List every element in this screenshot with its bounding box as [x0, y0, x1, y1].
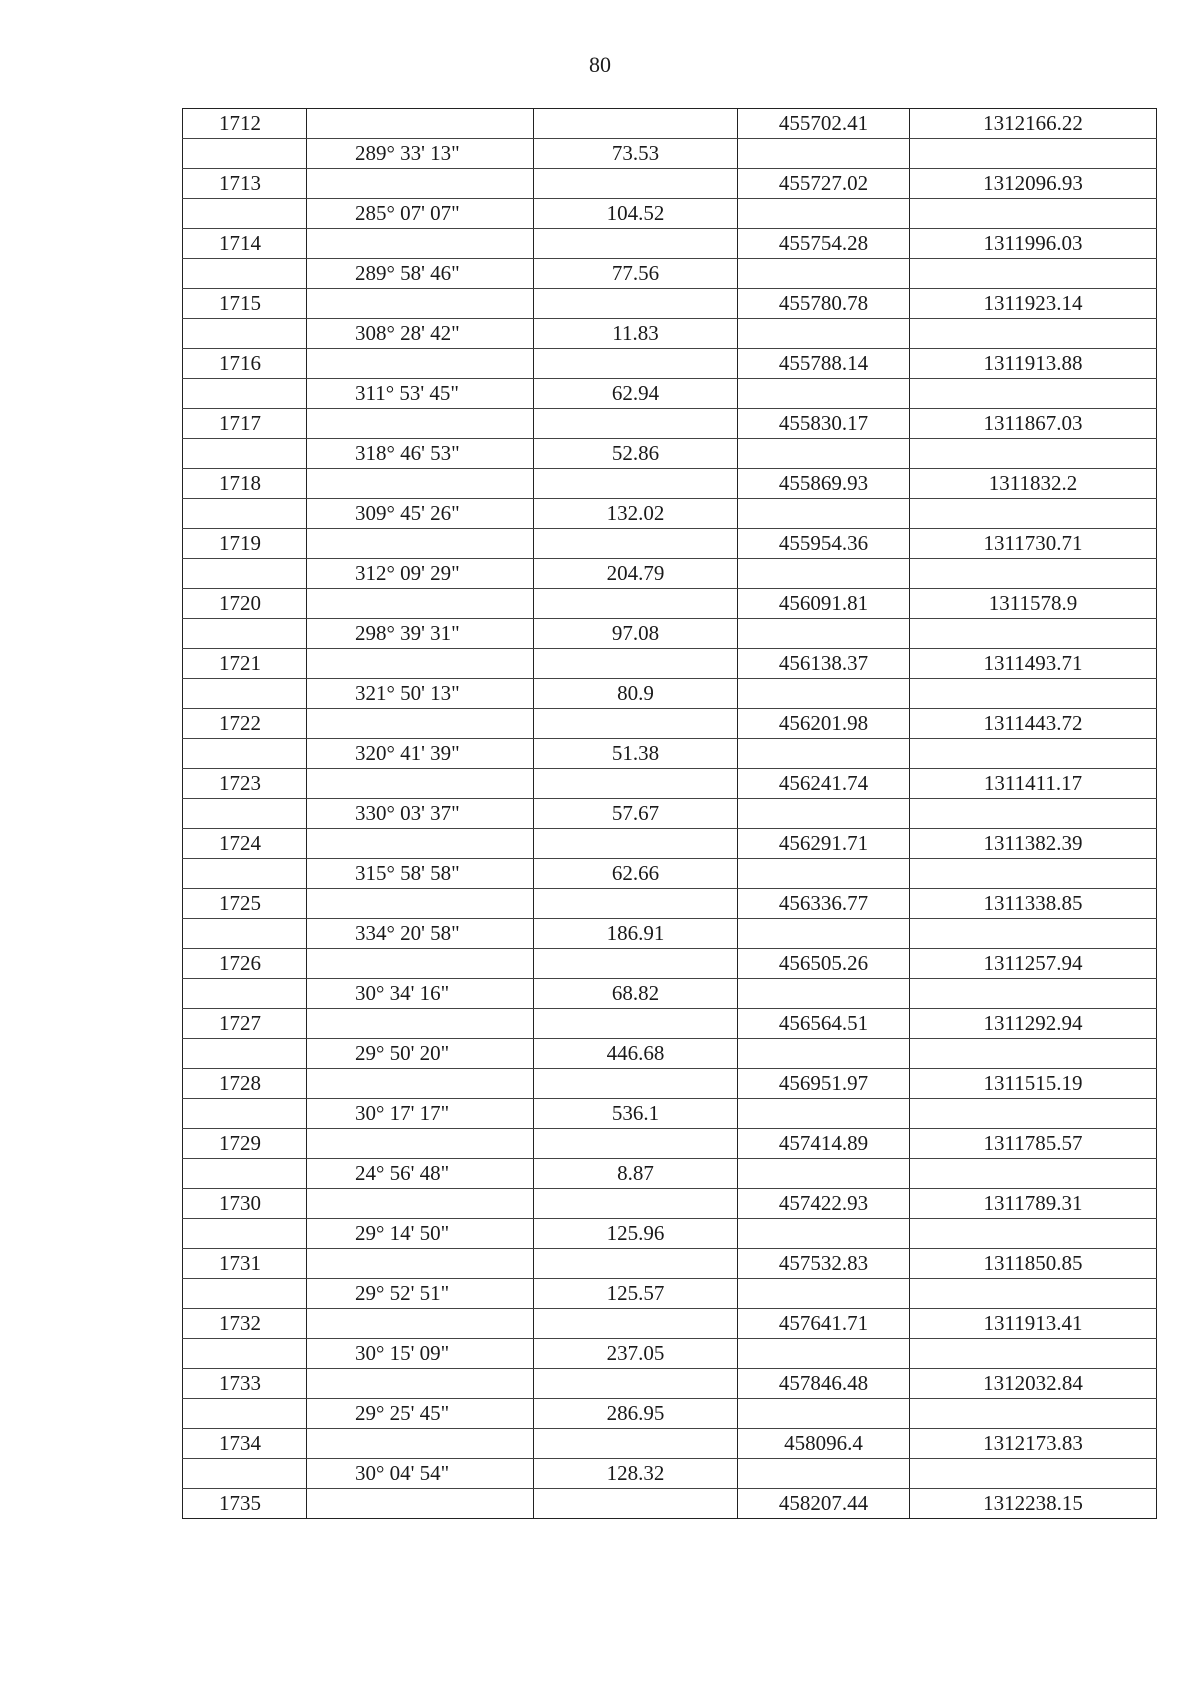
distance-cell	[534, 469, 738, 499]
station-cell: 1713	[183, 169, 307, 199]
leg-row	[183, 739, 1157, 769]
distance-cell: 52.86	[534, 439, 738, 469]
bearing-cell	[307, 1309, 534, 1339]
easting-cell: 455830.17	[738, 409, 910, 439]
northing-cell: 1311515.19	[910, 1069, 1157, 1099]
bearing-cell	[307, 1369, 534, 1399]
leg-row	[183, 439, 1157, 469]
station-cell	[183, 1099, 307, 1129]
station-row	[183, 649, 1157, 679]
leg-row	[183, 1159, 1157, 1189]
distance-cell: 104.52	[534, 199, 738, 229]
bearing-cell: 30° 34' 16"	[307, 979, 534, 1009]
bearing-cell: 29° 50' 20"	[307, 1039, 534, 1069]
bearing-cell: 298° 39' 31"	[307, 619, 534, 649]
station-cell	[183, 1279, 307, 1309]
northing-cell	[910, 979, 1157, 1009]
station-row	[183, 289, 1157, 319]
bearing-cell	[307, 709, 534, 739]
easting-cell: 456291.71	[738, 829, 910, 859]
northing-cell	[910, 739, 1157, 769]
bearing-cell	[307, 1069, 534, 1099]
easting-cell: 455954.36	[738, 529, 910, 559]
distance-cell	[534, 949, 738, 979]
station-cell	[183, 379, 307, 409]
distance-cell: 97.08	[534, 619, 738, 649]
northing-cell	[910, 439, 1157, 469]
station-cell: 1729	[183, 1129, 307, 1159]
northing-cell: 1311411.17	[910, 769, 1157, 799]
bearing-cell: 30° 04' 54"	[307, 1459, 534, 1489]
distance-cell	[534, 1069, 738, 1099]
distance-cell	[534, 769, 738, 799]
bearing-cell	[307, 289, 534, 319]
bearing-cell: 289° 58' 46"	[307, 259, 534, 289]
leg-row	[183, 619, 1157, 649]
station-cell: 1721	[183, 649, 307, 679]
station-cell: 1712	[183, 109, 307, 139]
northing-cell: 1311850.85	[910, 1249, 1157, 1279]
easting-cell: 457846.48	[738, 1369, 910, 1399]
station-cell	[183, 259, 307, 289]
easting-cell: 457641.71	[738, 1309, 910, 1339]
bearing-cell	[307, 409, 534, 439]
survey-table-body	[183, 109, 1157, 1519]
station-cell	[183, 919, 307, 949]
northing-cell	[910, 319, 1157, 349]
northing-cell	[910, 679, 1157, 709]
easting-cell	[738, 1099, 910, 1129]
northing-cell: 1311789.31	[910, 1189, 1157, 1219]
distance-cell	[534, 889, 738, 919]
distance-cell: 128.32	[534, 1459, 738, 1489]
easting-cell: 456951.97	[738, 1069, 910, 1099]
distance-cell: 125.96	[534, 1219, 738, 1249]
station-cell	[183, 319, 307, 349]
station-cell: 1730	[183, 1189, 307, 1219]
survey-table	[182, 108, 1157, 1519]
station-cell: 1723	[183, 769, 307, 799]
bearing-cell: 334° 20' 58"	[307, 919, 534, 949]
distance-cell	[534, 349, 738, 379]
distance-cell: 204.79	[534, 559, 738, 589]
leg-row	[183, 919, 1157, 949]
northing-cell	[910, 139, 1157, 169]
northing-cell: 1312173.83	[910, 1429, 1157, 1459]
easting-cell	[738, 919, 910, 949]
leg-row	[183, 1099, 1157, 1129]
easting-cell: 455780.78	[738, 289, 910, 319]
northing-cell: 1311730.71	[910, 529, 1157, 559]
bearing-cell	[307, 1189, 534, 1219]
northing-cell	[910, 919, 1157, 949]
leg-row	[183, 799, 1157, 829]
northing-cell: 1311443.72	[910, 709, 1157, 739]
bearing-cell	[307, 1489, 534, 1519]
northing-cell: 1311785.57	[910, 1129, 1157, 1159]
station-row	[183, 409, 1157, 439]
station-row	[183, 1369, 1157, 1399]
leg-row	[183, 1279, 1157, 1309]
station-cell: 1734	[183, 1429, 307, 1459]
leg-row	[183, 499, 1157, 529]
bearing-cell: 320° 41' 39"	[307, 739, 534, 769]
station-row	[183, 169, 1157, 199]
northing-cell	[910, 859, 1157, 889]
station-row	[183, 229, 1157, 259]
distance-cell	[534, 649, 738, 679]
easting-cell: 458207.44	[738, 1489, 910, 1519]
northing-cell	[910, 1279, 1157, 1309]
northing-cell: 1311867.03	[910, 409, 1157, 439]
easting-cell: 457414.89	[738, 1129, 910, 1159]
northing-cell	[910, 1219, 1157, 1249]
bearing-cell: 29° 14' 50"	[307, 1219, 534, 1249]
distance-cell: 8.87	[534, 1159, 738, 1189]
easting-cell	[738, 739, 910, 769]
leg-row	[183, 979, 1157, 1009]
easting-cell	[738, 619, 910, 649]
distance-cell	[534, 289, 738, 319]
bearing-cell: 30° 17' 17"	[307, 1099, 534, 1129]
northing-cell	[910, 1099, 1157, 1129]
station-cell	[183, 499, 307, 529]
northing-cell: 1311923.14	[910, 289, 1157, 319]
bearing-cell	[307, 889, 534, 919]
station-row	[183, 1009, 1157, 1039]
northing-cell: 1311292.94	[910, 1009, 1157, 1039]
bearing-cell: 312° 09' 29"	[307, 559, 534, 589]
leg-row	[183, 259, 1157, 289]
northing-cell: 1311996.03	[910, 229, 1157, 259]
station-cell	[183, 859, 307, 889]
bearing-cell: 321° 50' 13"	[307, 679, 534, 709]
bearing-cell: 330° 03' 37"	[307, 799, 534, 829]
northing-cell	[910, 619, 1157, 649]
northing-cell	[910, 1459, 1157, 1489]
easting-cell: 456138.37	[738, 649, 910, 679]
leg-row	[183, 139, 1157, 169]
easting-cell: 455702.41	[738, 109, 910, 139]
bearing-cell	[307, 1429, 534, 1459]
easting-cell	[738, 319, 910, 349]
distance-cell	[534, 1249, 738, 1279]
easting-cell	[738, 1399, 910, 1429]
easting-cell	[738, 499, 910, 529]
easting-cell	[738, 139, 910, 169]
easting-cell	[738, 439, 910, 469]
distance-cell	[534, 1189, 738, 1219]
easting-cell: 456336.77	[738, 889, 910, 919]
station-row	[183, 589, 1157, 619]
leg-row	[183, 1399, 1157, 1429]
distance-cell: 68.82	[534, 979, 738, 1009]
station-cell	[183, 439, 307, 469]
northing-cell	[910, 499, 1157, 529]
leg-row	[183, 1459, 1157, 1489]
station-row	[183, 889, 1157, 919]
easting-cell	[738, 199, 910, 229]
distance-cell	[534, 529, 738, 559]
easting-cell: 457532.83	[738, 1249, 910, 1279]
leg-row	[183, 199, 1157, 229]
station-cell: 1725	[183, 889, 307, 919]
distance-cell: 80.9	[534, 679, 738, 709]
easting-cell	[738, 679, 910, 709]
station-cell	[183, 979, 307, 1009]
station-cell: 1719	[183, 529, 307, 559]
bearing-cell: 318° 46' 53"	[307, 439, 534, 469]
station-cell: 1715	[183, 289, 307, 319]
easting-cell	[738, 1339, 910, 1369]
distance-cell	[534, 1369, 738, 1399]
easting-cell: 457422.93	[738, 1189, 910, 1219]
easting-cell	[738, 799, 910, 829]
northing-cell	[910, 259, 1157, 289]
northing-cell: 1311338.85	[910, 889, 1157, 919]
station-row	[183, 1429, 1157, 1459]
easting-cell	[738, 979, 910, 1009]
station-cell	[183, 739, 307, 769]
easting-cell	[738, 1459, 910, 1489]
station-row	[183, 469, 1157, 499]
distance-cell: 237.05	[534, 1339, 738, 1369]
station-cell: 1727	[183, 1009, 307, 1039]
leg-row	[183, 319, 1157, 349]
bearing-cell	[307, 349, 534, 379]
distance-cell: 73.53	[534, 139, 738, 169]
distance-cell: 62.66	[534, 859, 738, 889]
station-cell	[183, 799, 307, 829]
northing-cell: 1311382.39	[910, 829, 1157, 859]
bearing-cell	[307, 1129, 534, 1159]
easting-cell	[738, 1039, 910, 1069]
easting-cell	[738, 379, 910, 409]
station-row	[183, 1489, 1157, 1519]
station-cell	[183, 559, 307, 589]
bearing-cell	[307, 529, 534, 559]
distance-cell	[534, 169, 738, 199]
bearing-cell	[307, 109, 534, 139]
bearing-cell	[307, 1009, 534, 1039]
station-cell	[183, 619, 307, 649]
northing-cell	[910, 1339, 1157, 1369]
station-cell	[183, 139, 307, 169]
easting-cell: 455727.02	[738, 169, 910, 199]
leg-row	[183, 859, 1157, 889]
leg-row	[183, 1219, 1157, 1249]
station-cell	[183, 199, 307, 229]
northing-cell: 1311578.9	[910, 589, 1157, 619]
easting-cell: 456564.51	[738, 1009, 910, 1039]
northing-cell	[910, 1159, 1157, 1189]
northing-cell: 1311832.2	[910, 469, 1157, 499]
distance-cell	[534, 1429, 738, 1459]
easting-cell	[738, 859, 910, 889]
distance-cell: 286.95	[534, 1399, 738, 1429]
easting-cell: 456201.98	[738, 709, 910, 739]
station-cell: 1724	[183, 829, 307, 859]
northing-cell: 1311493.71	[910, 649, 1157, 679]
easting-cell: 456241.74	[738, 769, 910, 799]
distance-cell: 536.1	[534, 1099, 738, 1129]
leg-row	[183, 379, 1157, 409]
station-row	[183, 709, 1157, 739]
distance-cell	[534, 589, 738, 619]
northing-cell: 1312096.93	[910, 169, 1157, 199]
easting-cell: 456091.81	[738, 589, 910, 619]
page-number: 80	[589, 52, 611, 77]
bearing-cell	[307, 469, 534, 499]
easting-cell	[738, 1219, 910, 1249]
easting-cell: 456505.26	[738, 949, 910, 979]
easting-cell	[738, 259, 910, 289]
station-cell: 1718	[183, 469, 307, 499]
station-row	[183, 529, 1157, 559]
northing-cell: 1311257.94	[910, 949, 1157, 979]
station-cell: 1731	[183, 1249, 307, 1279]
distance-cell	[534, 1489, 738, 1519]
easting-cell	[738, 1159, 910, 1189]
bearing-cell	[307, 949, 534, 979]
northing-cell	[910, 199, 1157, 229]
station-cell	[183, 1459, 307, 1489]
distance-cell	[534, 1009, 738, 1039]
bearing-cell: 315° 58' 58"	[307, 859, 534, 889]
leg-row	[183, 1039, 1157, 1069]
station-row	[183, 769, 1157, 799]
easting-cell: 455869.93	[738, 469, 910, 499]
leg-row	[183, 679, 1157, 709]
station-row	[183, 1069, 1157, 1099]
bearing-cell: 24° 56' 48"	[307, 1159, 534, 1189]
station-row	[183, 829, 1157, 859]
station-row	[183, 1129, 1157, 1159]
northing-cell: 1312032.84	[910, 1369, 1157, 1399]
bearing-cell: 29° 52' 51"	[307, 1279, 534, 1309]
northing-cell	[910, 799, 1157, 829]
bearing-cell	[307, 649, 534, 679]
station-row	[183, 1189, 1157, 1219]
bearing-cell	[307, 769, 534, 799]
easting-cell	[738, 559, 910, 589]
bearing-cell: 308° 28' 42"	[307, 319, 534, 349]
station-row	[183, 349, 1157, 379]
northing-cell: 1311913.41	[910, 1309, 1157, 1339]
northing-cell: 1311913.88	[910, 349, 1157, 379]
leg-row	[183, 559, 1157, 589]
distance-cell: 51.38	[534, 739, 738, 769]
distance-cell	[534, 409, 738, 439]
distance-cell: 186.91	[534, 919, 738, 949]
distance-cell: 57.67	[534, 799, 738, 829]
station-cell	[183, 679, 307, 709]
bearing-cell	[307, 589, 534, 619]
leg-row	[183, 1339, 1157, 1369]
distance-cell: 77.56	[534, 259, 738, 289]
distance-cell: 446.68	[534, 1039, 738, 1069]
station-cell: 1735	[183, 1489, 307, 1519]
bearing-cell: 309° 45' 26"	[307, 499, 534, 529]
station-row	[183, 109, 1157, 139]
station-cell: 1714	[183, 229, 307, 259]
distance-cell: 11.83	[534, 319, 738, 349]
bearing-cell: 311° 53' 45"	[307, 379, 534, 409]
distance-cell	[534, 829, 738, 859]
station-cell	[183, 1159, 307, 1189]
station-cell: 1716	[183, 349, 307, 379]
station-row	[183, 1249, 1157, 1279]
northing-cell: 1312238.15	[910, 1489, 1157, 1519]
northing-cell	[910, 1399, 1157, 1429]
northing-cell: 1312166.22	[910, 109, 1157, 139]
station-row	[183, 949, 1157, 979]
station-cell	[183, 1039, 307, 1069]
station-cell: 1726	[183, 949, 307, 979]
station-cell: 1717	[183, 409, 307, 439]
northing-cell	[910, 379, 1157, 409]
distance-cell	[534, 1129, 738, 1159]
distance-cell	[534, 709, 738, 739]
bearing-cell: 289° 33' 13"	[307, 139, 534, 169]
easting-cell: 458096.4	[738, 1429, 910, 1459]
easting-cell	[738, 1279, 910, 1309]
northing-cell	[910, 1039, 1157, 1069]
station-row	[183, 1309, 1157, 1339]
bearing-cell	[307, 229, 534, 259]
distance-cell: 62.94	[534, 379, 738, 409]
easting-cell: 455788.14	[738, 349, 910, 379]
bearing-cell	[307, 829, 534, 859]
station-cell: 1728	[183, 1069, 307, 1099]
station-cell: 1732	[183, 1309, 307, 1339]
station-cell: 1733	[183, 1369, 307, 1399]
station-cell: 1722	[183, 709, 307, 739]
distance-cell: 125.57	[534, 1279, 738, 1309]
bearing-cell	[307, 169, 534, 199]
distance-cell	[534, 109, 738, 139]
station-cell	[183, 1339, 307, 1369]
bearing-cell	[307, 1249, 534, 1279]
distance-cell	[534, 229, 738, 259]
easting-cell: 455754.28	[738, 229, 910, 259]
station-cell	[183, 1399, 307, 1429]
bearing-cell: 29° 25' 45"	[307, 1399, 534, 1429]
bearing-cell: 30° 15' 09"	[307, 1339, 534, 1369]
station-cell: 1720	[183, 589, 307, 619]
station-cell	[183, 1219, 307, 1249]
northing-cell	[910, 559, 1157, 589]
bearing-cell: 285° 07' 07"	[307, 199, 534, 229]
distance-cell	[534, 1309, 738, 1339]
distance-cell: 132.02	[534, 499, 738, 529]
